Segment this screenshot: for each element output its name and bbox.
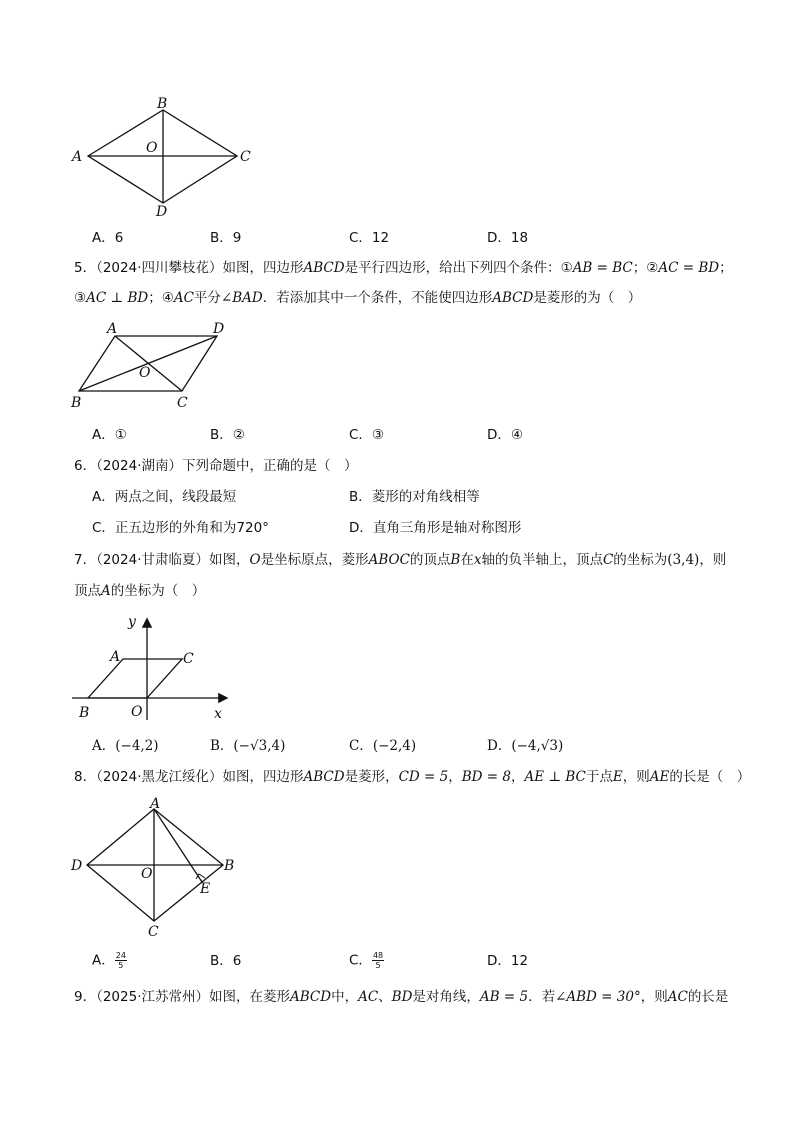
q4-label-c: C	[240, 149, 251, 165]
q7-coordinate-figure	[68, 610, 243, 725]
q8-option-a[interactable]: A． $\frac{24}{5}$	[92, 951, 126, 970]
q6-option-b[interactable]: B．菱形的对角线相等	[349, 489, 480, 505]
q7-label-y: y	[128, 614, 136, 630]
q7-stem-line1: 7．（2024·甘肃临夏）如图，O是坐标原点，菱形ABOC的顶点B在x轴的负半轴上，顶点C的坐标为(3,4)，则	[74, 552, 727, 568]
q9-stem: 9．（2025·江苏常州）如图，在菱形ABCD中，AC、BD是对角线，AB = 5．若∠ABD = 30°，则AC的长是	[74, 989, 729, 1005]
q8-label-c: C	[148, 924, 159, 940]
q8-label-d: D	[71, 858, 83, 874]
q7-option-a[interactable]: A．(−4,2)	[92, 738, 159, 754]
q5-parallelogram-figure	[62, 316, 237, 411]
q5-option-b[interactable]: B．②	[210, 427, 245, 443]
q8-stem: 8．（2024·黑龙江绥化）如图，四边形ABCD是菱形，CD = 5，BD = 8，AE ⊥ BC于点E，则AE的长是（ ）	[74, 769, 751, 785]
q5-label-b: B	[71, 395, 82, 411]
q7-label-c: C	[183, 651, 194, 667]
q8-option-d[interactable]: D．12	[487, 953, 529, 969]
q5-stem-line2: ③AC ⊥ BD；④AC平分∠BAD．若添加其中一个条件，不能使四边形ABCD是菱形的为（ ）	[74, 290, 642, 306]
q8-label-b: B	[224, 858, 235, 874]
q8-label-e: E	[200, 881, 211, 897]
q4-option-b[interactable]: B．9	[210, 230, 242, 246]
q4-label-o: O	[146, 140, 158, 156]
q4-rhombus-figure	[60, 95, 260, 220]
q8-rhombus-figure	[62, 796, 247, 944]
q7-label-b: B	[79, 705, 90, 721]
q4-option-c[interactable]: C．12	[349, 230, 390, 246]
q5-label-d: D	[213, 321, 225, 337]
q6-option-c[interactable]: C．正五边形的外角和为720°	[92, 520, 269, 536]
q8-option-b[interactable]: B．6	[210, 953, 242, 969]
q5-option-a[interactable]: A．①	[92, 427, 127, 443]
q6-option-d[interactable]: D．直角三角形是轴对称图形	[349, 520, 522, 536]
q7-label-o: O	[131, 704, 143, 720]
q6-stem: 6．（2024·湖南）下列命题中，正确的是（ ）	[74, 458, 358, 474]
q8-label-a: A	[150, 796, 161, 812]
q4-label-d: D	[156, 204, 168, 220]
q7-option-c[interactable]: C．(−2,4)	[349, 738, 417, 754]
q5-label-c: C	[177, 395, 188, 411]
q8-option-c[interactable]: C． $\frac{48}{5}$	[349, 951, 384, 970]
q4-option-d[interactable]: D．18	[487, 230, 529, 246]
q7-option-b[interactable]: B．(−√3,4)	[210, 738, 286, 754]
q8-label-o: O	[141, 866, 153, 882]
q7-label-x: x	[214, 706, 222, 722]
q4-label-a: A	[72, 149, 83, 165]
q5-option-c[interactable]: C．③	[349, 427, 385, 443]
q5-option-d[interactable]: D．④	[487, 427, 523, 443]
q7-stem-line2: 顶点A的坐标为（ ）	[74, 583, 206, 599]
q6-option-a[interactable]: A．两点之间，线段最短	[92, 489, 237, 505]
q5-stem-line1: 5．（2024·四川攀枝花）如图，四边形ABCD是平行四边形，给出下列四个条件：①AB = BC；②AC = BD；	[74, 260, 733, 276]
q4-option-a[interactable]: A．6	[92, 230, 124, 246]
q7-label-a: A	[110, 649, 121, 665]
q5-label-o: O	[139, 365, 151, 381]
q7-option-d[interactable]: D．(−4,√3)	[487, 738, 564, 754]
q5-label-a: A	[107, 321, 118, 337]
q4-label-b: B	[157, 96, 168, 112]
